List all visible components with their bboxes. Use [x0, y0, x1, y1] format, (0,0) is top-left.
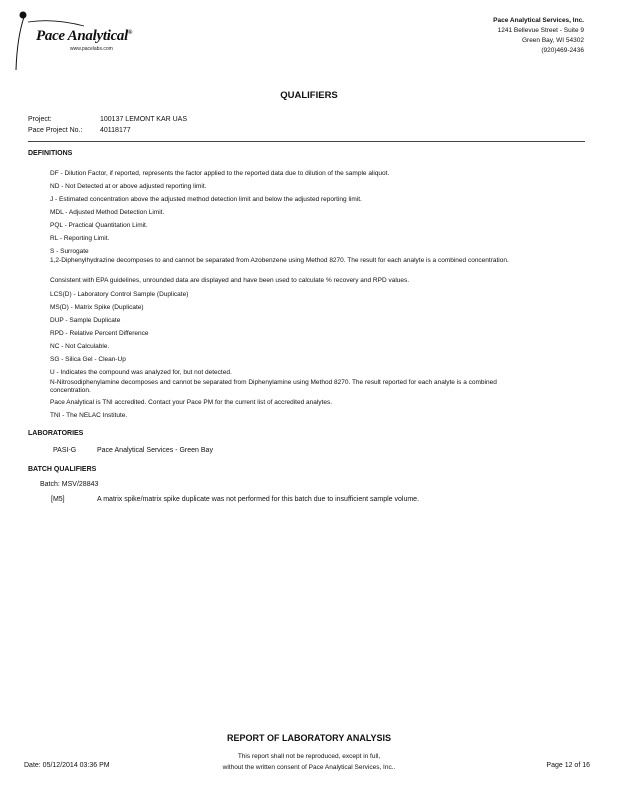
project-label: Project:	[28, 116, 52, 123]
definition-item: PQL - Practical Quantitation Limit.	[50, 222, 148, 229]
definition-item: DUP - Sample Duplicate	[50, 317, 121, 324]
batch-qualifiers-heading: BATCH QUALIFIERS	[28, 466, 97, 473]
address-line-2: Green Bay, WI 54302	[521, 37, 584, 44]
definition-item: MS(D) - Matrix Spike (Duplicate)	[50, 304, 144, 311]
footer-note-line-2: without the written consent of Pace Analytical Services, Inc..	[222, 764, 396, 771]
definition-item: RPD - Relative Percent Difference	[50, 330, 149, 337]
pace-project-label: Pace Project No.:	[28, 127, 83, 134]
laboratories-heading: LABORATORIES	[28, 430, 84, 437]
qualifier-code: [M5]	[51, 496, 65, 503]
definition-item: ND - Not Detected at or above adjusted reporting limit.	[50, 183, 207, 190]
definition-item: Pace Analytical is TNI accredited. Contact your Pace PM for the current list of accredited analytes.	[50, 399, 333, 406]
footer-note-line-1: This report shall not be reproduced, except in full,	[237, 753, 381, 760]
logo-text: Pace Analytical®	[36, 28, 133, 44]
definition-item: 1,2-Diphenylhydrazine decomposes to and cannot be separated from Azobenzene using Method 8270. The result for each analyte is a combined concentration.	[50, 257, 509, 264]
company-address	[493, 16, 584, 56]
definitions-heading: DEFINITIONS	[28, 150, 73, 157]
header-divider	[28, 141, 585, 142]
page-title: QUALIFIERS	[280, 90, 338, 101]
definition-item: S - Surrogate	[50, 248, 89, 255]
definition-item: N-Nitrosodiphenylamine decomposes and cannot be separated from Diphenylamine using Method 8270. The result reported for each analyte is a combined concentration.	[50, 379, 497, 394]
qualifier-text: A matrix spike/matrix spike duplicate was not performed for this batch due to insufficient sample volume.	[97, 496, 420, 503]
definition-item: DF - Dilution Factor, if reported, represents the factor applied to the reported data due to dilution of the sample aliquot.	[50, 170, 390, 177]
definition-item: RL - Reporting Limit.	[50, 235, 110, 242]
project-value: 100137 LEMONT KAR UAS	[100, 116, 188, 123]
definition-item: SG - Silica Gel - Clean-Up	[50, 356, 126, 363]
lab-name: Pace Analytical Services - Green Bay	[97, 447, 213, 454]
definition-item: TNI - The NELAC Institute.	[50, 412, 128, 419]
definition-item: J - Estimated concentration above the adjusted method detection limit and below the adjusted reporting limit.	[50, 196, 362, 203]
definition-item: U - Indicates the compound was analyzed for, but not detected.	[50, 369, 232, 376]
pace-project-value: 40118177	[100, 127, 131, 134]
page-number: Page 12 of 16	[546, 762, 590, 769]
definition-item: MDL - Adjusted Method Detection Limit.	[50, 209, 165, 216]
address-line-1: 1241 Bellevue Street - Suite 9	[497, 27, 584, 34]
company-name: Pace Analytical Services, Inc.	[493, 17, 584, 24]
definition-item: LCS(D) - Laboratory Control Sample (Duplicate)	[50, 291, 189, 298]
lab-code: PASI-G	[53, 447, 77, 454]
definition-item: Consistent with EPA guidelines, unrounded data are displayed and have been used to calculate % recovery and RPD values.	[50, 277, 410, 284]
company-phone: (920)469-2436	[541, 47, 584, 54]
footer-title: REPORT OF LABORATORY ANALYSIS	[226, 733, 392, 743]
logo-url: www.pacelabs.com	[70, 46, 113, 52]
batch-id: Batch: MSV/28843	[40, 481, 99, 488]
report-date: Date: 05/12/2014 03:36 PM	[24, 762, 110, 769]
definition-item: NC - Not Calculable.	[50, 343, 110, 350]
